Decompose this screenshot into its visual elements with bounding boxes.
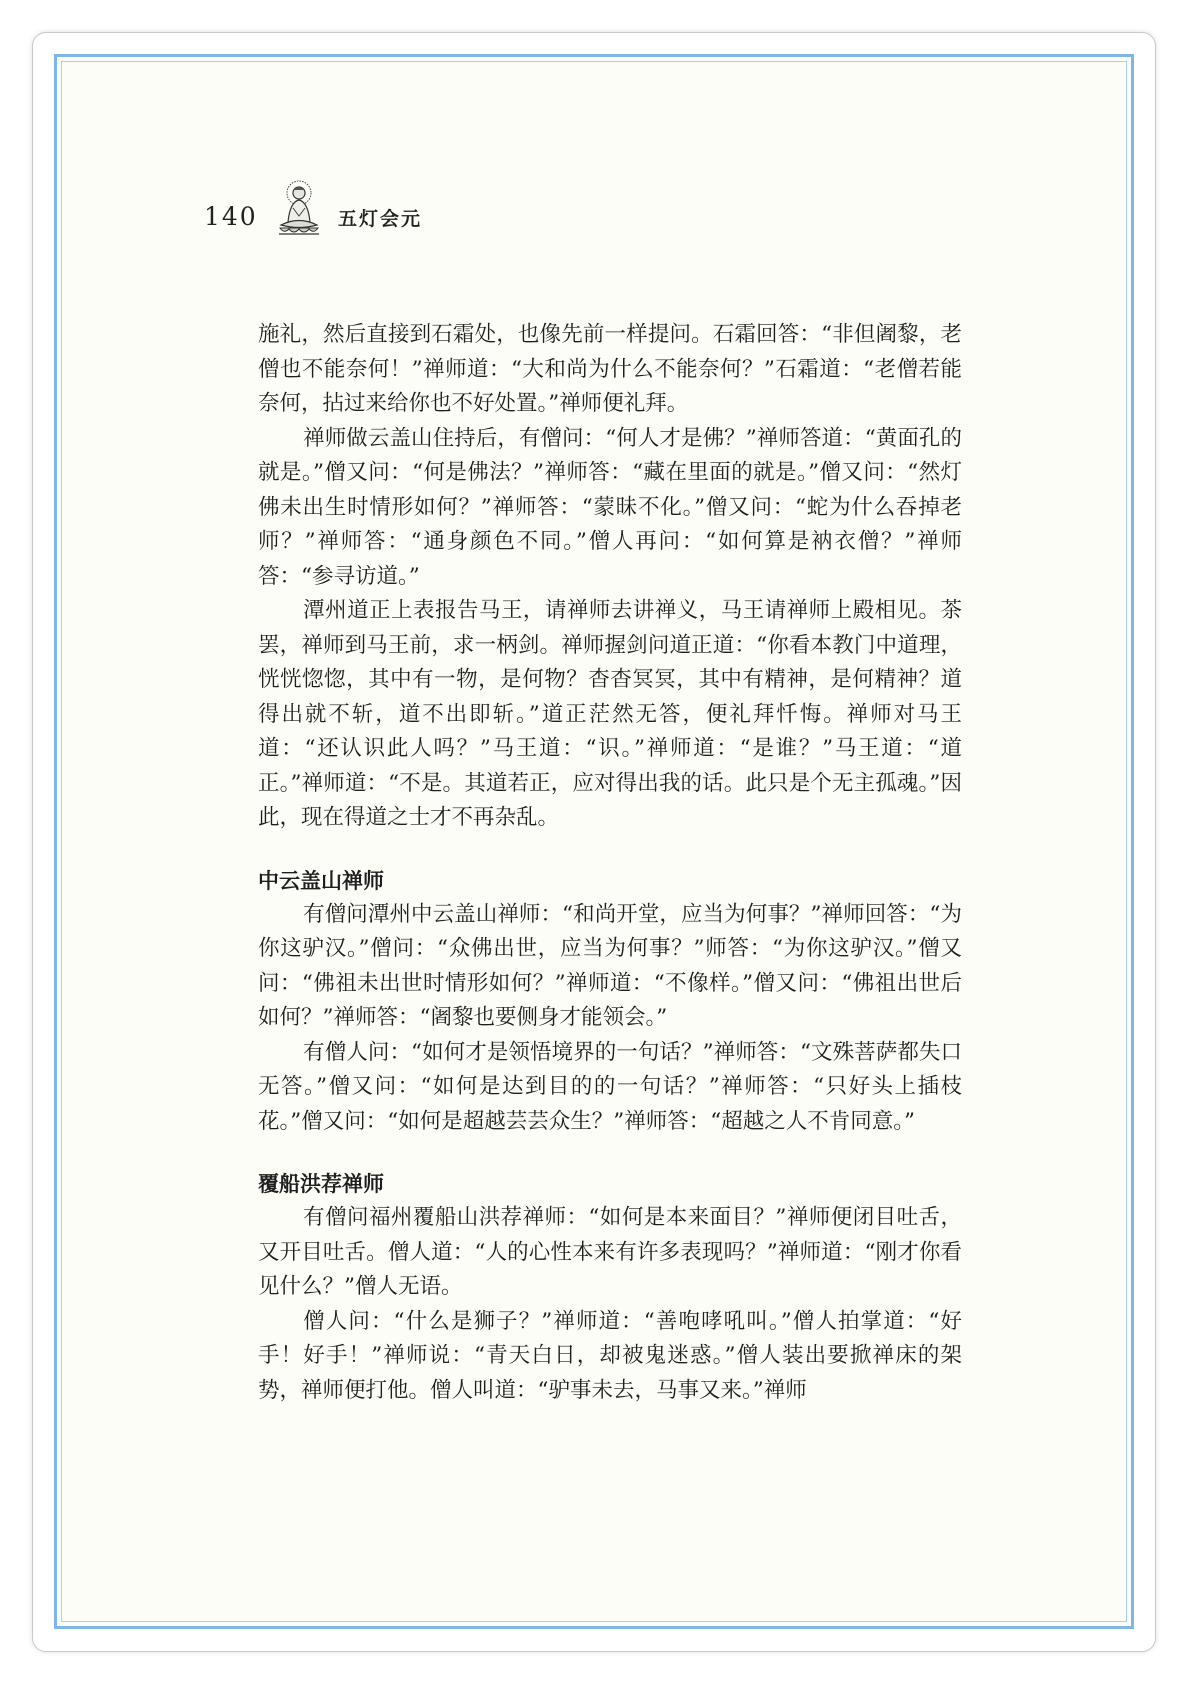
running-header — [204, 178, 604, 238]
paragraph: 潭州道正上表报告马王，请禅师去讲禅义，马王请禅师上殿相见。茶罢，禅师到马王前，求一柄剑。禅师握剑问道正道：“你看本教门中道理，恍恍惚惚，其中有一物，是何物？杳杳冥冥，其中有精神，是何精神？道得出就不斩，道不出即斩。”道正茫然无答，便礼拜忏悔。禅师对马王道：“还认识此人吗？”马王道：“识。”禅师道：“是谁？”马王道：“道正。”禅师道：“不是。其道若正，应对得出我的话。此只是个无主孤魂。”因此，现在得道之士才不再杂乱。 — [258, 598, 962, 830]
section-heading: 覆船洪荐禅师 — [258, 1172, 384, 1196]
page-number: 140 — [204, 202, 258, 231]
section-spacer — [258, 836, 962, 864]
section-heading: 中云盖山禅师 — [258, 868, 384, 893]
book-title: 五灯会元 — [338, 208, 423, 230]
paragraph: 有僧人问：“如何才是领悟境界的一句话？”禅师答：“文殊菩萨都失口无答。”僧又问：“如何是达到目的的一句话？”禅师答：“只好头上插枝花。”僧又问：“如何是超越芸芸众生？”禅师答：“超越之人不肯同意。” — [258, 1039, 962, 1134]
page-body — [258, 318, 962, 1408]
paragraph: 有僧问福州覆船山洪荐禅师：“如何是本来面目？”禅师便闭目吐舌，又开目吐舌。僧人道：“人的心性本来有许多表现吗？”禅师道：“刚才你看见什么？”僧人无语。 — [258, 1205, 962, 1299]
section-spacer — [258, 1139, 962, 1167]
paragraph: 禅师做云盖山住持后，有僧问：“何人才是佛？”禅师答道：“黄面孔的就是。”僧又问：“何是佛法？”禅师答：“藏在里面的就是。”僧又问：“然灯佛未出生时情形如何？”禅师答：“蒙昧不化。”僧又问：“蛇为什么吞掉老师？”禅师答：“通身颜色不同。”僧人再问：“如何算是衲衣僧？”禅师答：“参寻访道。” — [258, 425, 962, 589]
paragraph: 施礼，然后直接到石霜处，也像先前一样提问。石霜回答：“非但阇黎，老僧也不能奈何！”禅师道：“大和尚为什么不能奈何？”石霜道：“老僧若能奈何，拈过来给你也不好处置。”禅师便礼拜。 — [258, 322, 962, 416]
paragraph: 僧人问：“什么是狮子？”禅师道：“善咆哮吼叫。”僧人拍掌道：“好手！好手！”禅师说：“青天白日，却被鬼迷惑。”僧人装出要掀禅床的架势，禅师便打他。僧人叫道：“驴事未去，马事又来。”禅师 — [258, 1308, 962, 1403]
paragraph: 有僧问潭州中云盖山禅师：“和尚开堂，应当为何事？”禅师回答：“为你这驴汉。”僧问：“众佛出世，应当为何事？”师答：“为你这驴汉。”僧又问：“佛祖未出世时情形如何？”禅师道：“不像样。”僧又问：“佛祖出世后如何？”禅师答：“阇黎也要侧身才能领会。” — [258, 901, 962, 1030]
buddha-icon — [274, 178, 324, 236]
